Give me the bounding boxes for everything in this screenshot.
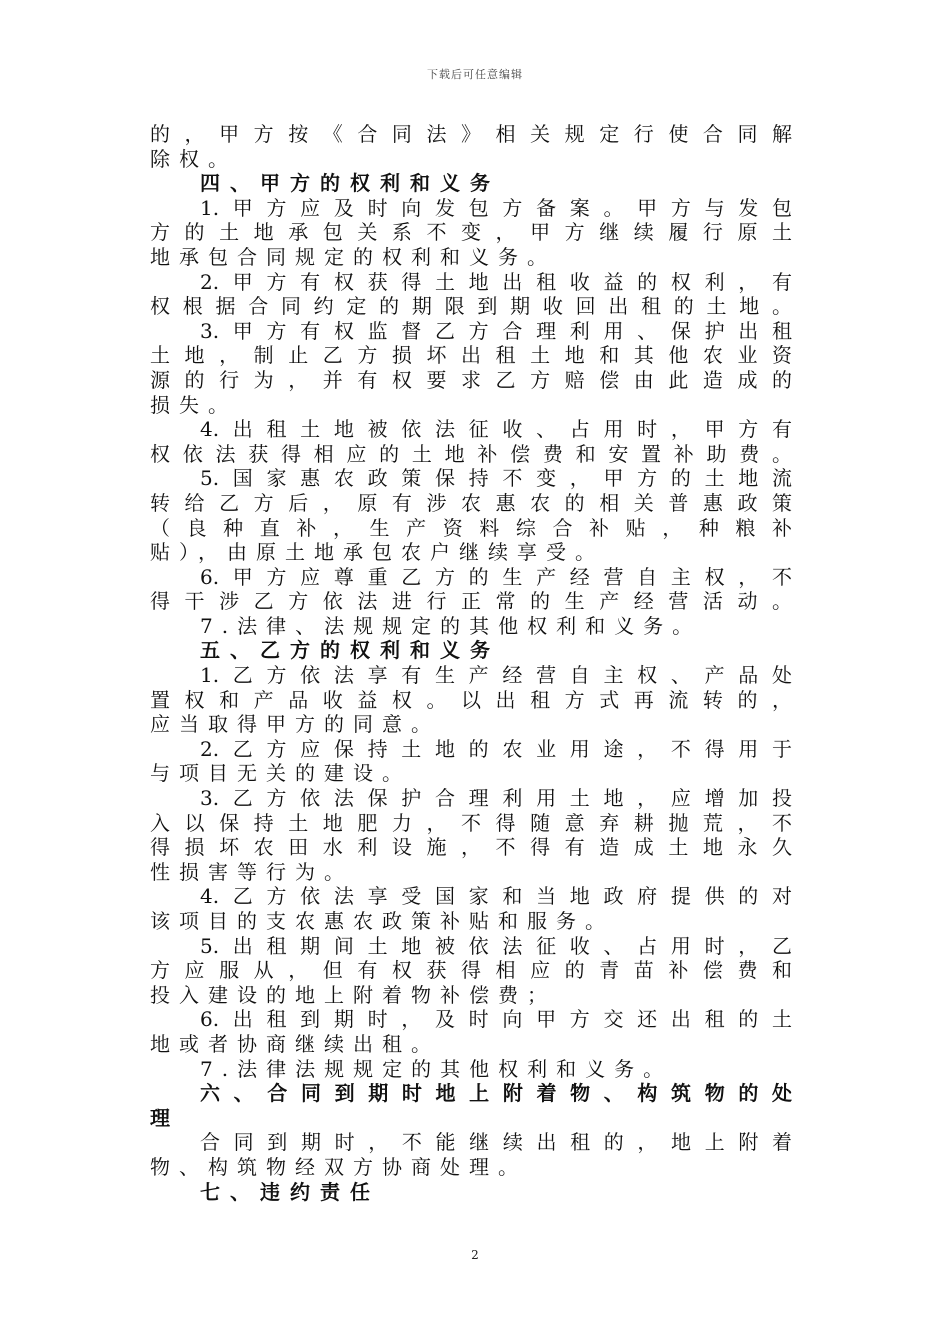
paragraph-line: 权依法获得相应的土地补偿费和安置补助费。 (150, 441, 792, 466)
paragraph-line: 土地，制止乙方损坏出租土地和其他农业资 (150, 343, 792, 368)
paragraph-line: 合同到期时，不能继续出租的，地上附着 (200, 1130, 792, 1155)
paragraph-line: 源的行为，并有权要求乙方赔偿由此造成的 (150, 367, 792, 392)
paragraph-line: 6.出租到期时，及时向甲方交还出租的土 (200, 1007, 792, 1032)
paragraph-line: 得损坏农田水利设施，不得有造成土地永久 (150, 835, 792, 860)
paragraph-line: 该项目的支农惠农政策补贴和服务。 (150, 909, 614, 933)
paragraph-line: 3.甲方有权监督乙方合理利用、保护出租 (200, 318, 792, 343)
paragraph-line: 2.乙方应保持土地的农业用途，不得用于 (200, 736, 792, 761)
paragraph-line: 地承包合同规定的权利和义务。 (150, 244, 556, 269)
paragraph-line: 置权和产品收益权。以出租方式再流转的， (150, 687, 792, 712)
paragraph-line: （良种直补，生产资料综合补贴，种粮补 (150, 515, 792, 540)
section-heading: 五、乙方的权利和义务 (200, 638, 500, 663)
paragraph-line: 4.出租土地被依法征收、占用时，甲方有 (200, 417, 792, 442)
paragraph-line: 1.乙方依法享有生产经营自主权、产品处 (200, 663, 792, 688)
paragraph-line: 4.乙方依法享受国家和当地政府提供的对 (200, 884, 792, 909)
paragraph-line: 应当取得甲方的同意。 (150, 712, 440, 737)
paragraph-line: 7.法律法规规定的其他权利和义务。 (200, 1056, 673, 1081)
section-heading: 四、甲方的权利和义务 (200, 171, 500, 196)
paragraph-line: 物、构筑物经双方协商处理。 (150, 1154, 527, 1179)
page-number: 2 (471, 1248, 479, 1262)
paragraph-line: 与项目无关的建设。 (150, 761, 411, 786)
paragraph-line: 除权。 (150, 146, 237, 171)
paragraph-line: 损失。 (150, 392, 237, 417)
page-header-note: 下载后可任意编辑 (427, 68, 523, 81)
paragraph-line: 6.甲方应尊重乙方的生产经营自主权，不 (200, 564, 792, 589)
paragraph-line: 入以保持土地肥力，不得随意弃耕抛荒，不 (150, 810, 792, 835)
paragraph-line: 的，甲方按《合同法》相关规定行使合同解 (150, 122, 792, 146)
paragraph-line: 地或者协商继续出租。 (150, 1031, 440, 1056)
paragraph-line: 7.法律、法规规定的其他权利和义务。 (200, 613, 702, 638)
paragraph-line: 5.国家惠农政策保持不变，甲方的土地流 (200, 466, 792, 491)
paragraph-line: 5.出租期间土地被依法征收、占用时，乙 (200, 933, 792, 958)
paragraph-line: 投入建设的地上附着物补偿费； (150, 982, 556, 1007)
paragraph-line: 1.甲方应及时向发包方备案。甲方与发包 (200, 195, 792, 220)
paragraph-line: 方的土地承包关系不变，甲方继续履行原土 (150, 220, 792, 245)
paragraph-line: 转给乙方后，原有涉农惠农的相关普惠政策 (150, 490, 792, 515)
paragraph-line: 贴），由原土地承包农户继续享受。 (150, 540, 604, 565)
section-heading: 七、违约责任 (200, 1179, 380, 1204)
paragraph-line: 得干涉乙方依法进行正常的生产经营活动。 (150, 589, 792, 614)
document-body (150, 122, 792, 1204)
section-heading: 六、合同到期时地上附着物、构筑物的处 (200, 1081, 792, 1106)
section-heading: 理 (150, 1105, 180, 1130)
paragraph-line: 权根据合同约定的期限到期收回出租的土地。 (150, 294, 792, 319)
paragraph-line: 性损害等行为。 (150, 859, 353, 884)
paragraph-line: 2.甲方有权获得土地出租收益的权利，有 (200, 269, 792, 294)
paragraph-line: 3.乙方依法保护合理利用土地，应增加投 (200, 786, 792, 811)
paragraph-line: 方应服从，但有权获得相应的青苗补偿费和 (150, 958, 792, 983)
